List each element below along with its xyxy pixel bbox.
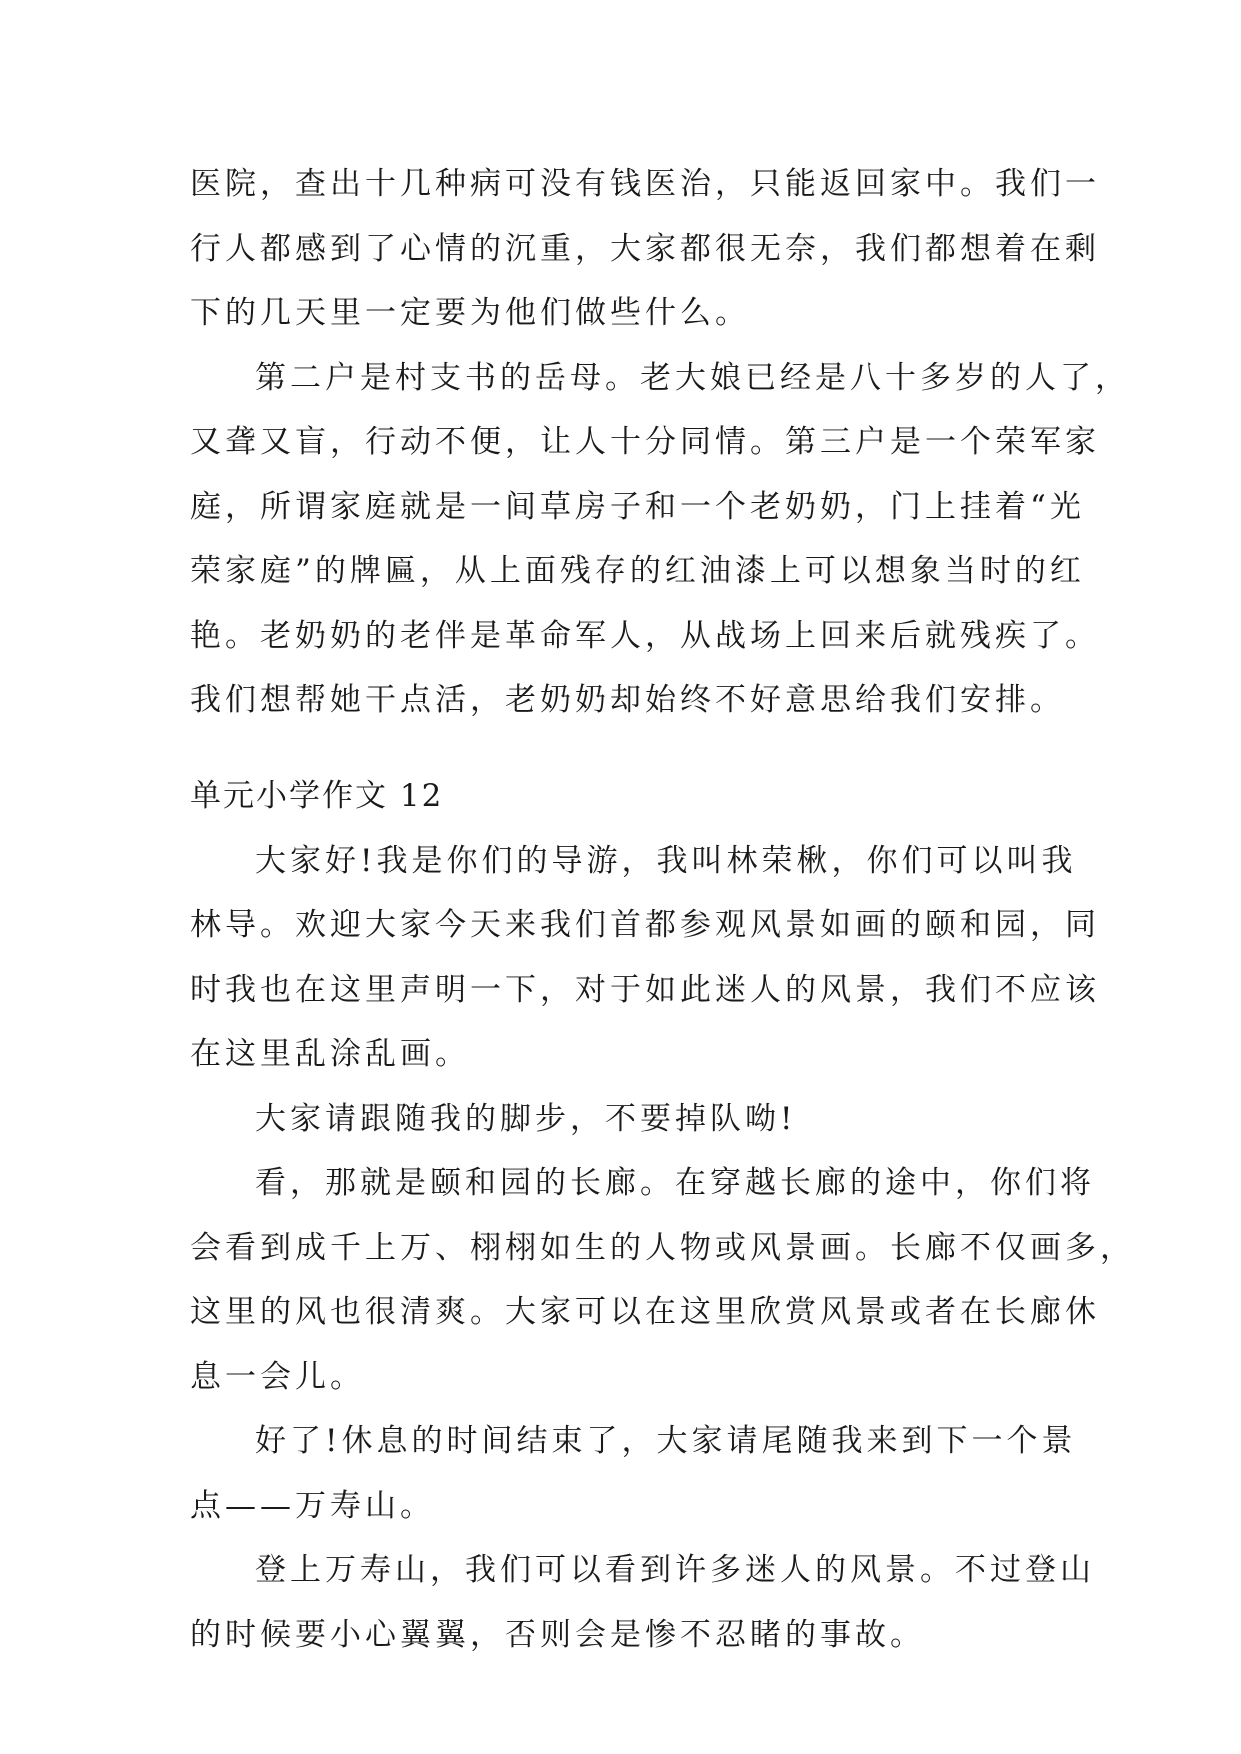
paragraph-start-line: 好了!休息的时间结束了，大家请尾随我来到下一个景 [255,1423,1077,1459]
paragraph-start-line: 大家好!我是你们的导游，我叫林荣楸，你们可以叫我 [255,843,1077,879]
text-line: 息一会儿。 [190,1359,365,1395]
text-line: 艳。老奶奶的老伴是革命军人，从战场上回来后就残疾了。 [190,618,1100,654]
text-line: 点——万寿山。 [190,1488,435,1524]
paragraph-start-line: 看，那就是颐和园的长廊。在穿越长廊的途中，你们将 [255,1165,1095,1201]
paragraph-start-line: 大家请跟随我的脚步，不要掉队呦! [255,1101,797,1137]
paragraph-start-line: 第二户是村支书的岳母。老大娘已经是八十多岁的人了， [255,360,1130,396]
text-line: 医院，查出十几种病可没有钱医治，只能返回家中。我们一 [190,166,1100,202]
text-line: 时我也在这里声明一下，对于如此迷人的风景，我们不应该 [190,972,1100,1008]
text-line: 下的几天里一定要为他们做些什么。 [190,295,750,331]
text-line: 荣家庭”的牌匾，从上面残存的红油漆上可以想象当时的红 [190,553,1085,589]
text-line: 行人都感到了心情的沉重，大家都很无奈，我们都想着在剩 [190,231,1100,267]
text-line: 会看到成千上万、栩栩如生的人物或风景画。长廊不仅画多， [190,1230,1135,1266]
section-title: 单元小学作文 12 [190,778,444,814]
paragraph-start-line: 登上万寿山，我们可以看到许多迷人的风景。不过登山 [255,1552,1095,1588]
text-line: 林导。欢迎大家今天来我们首都参观风景如画的颐和园，同 [190,907,1100,943]
text-line: 庭，所谓家庭就是一间草房子和一个老奶奶，门上挂着“光 [190,489,1085,525]
text-line: 这里的风也很清爽。大家可以在这里欣赏风景或者在长廊休 [190,1294,1100,1330]
text-line: 在这里乱涂乱画。 [190,1036,470,1072]
text-line: 的时候要小心翼翼，否则会是惨不忍睹的事故。 [190,1617,925,1653]
text-line: 又聋又盲，行动不便，让人十分同情。第三户是一个荣军家 [190,424,1100,460]
text-line: 我们想帮她干点活，老奶奶却始终不好意思给我们安排。 [190,682,1065,718]
